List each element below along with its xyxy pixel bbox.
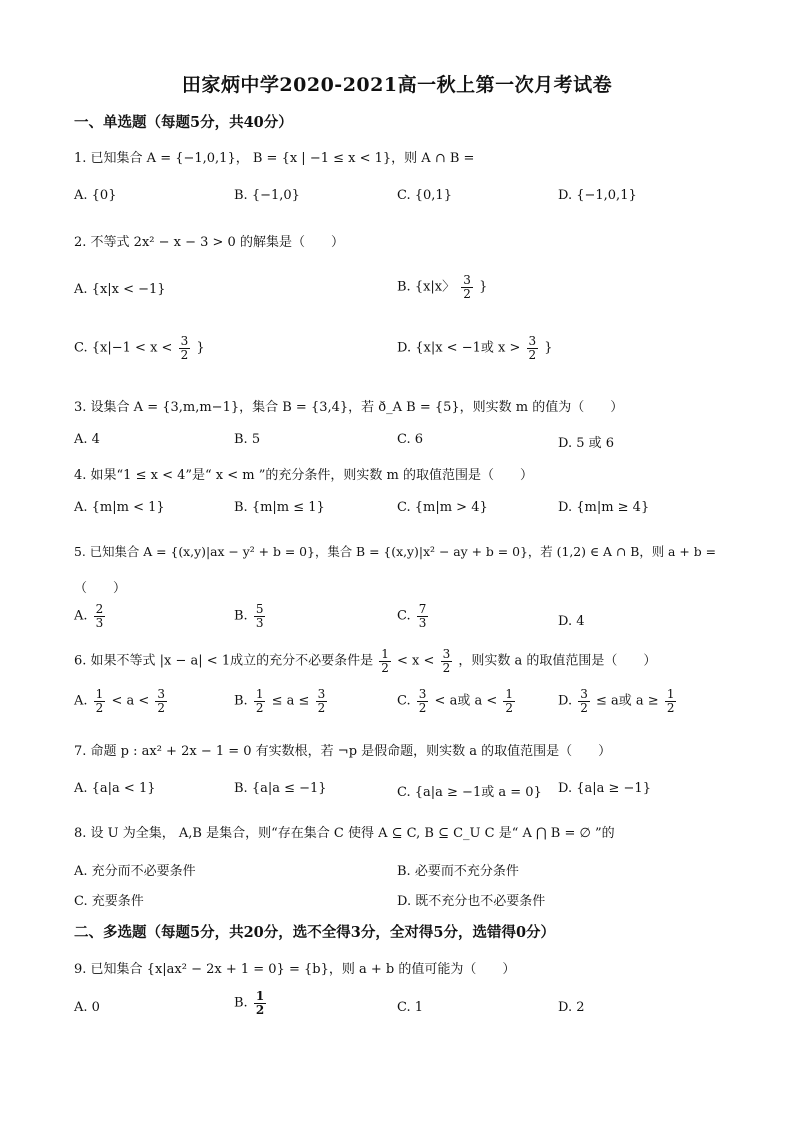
question-9-option-b: B. $\frac{1}{2}$ — [234, 989, 265, 1017]
question-2-stem: 2. 不等式 2x² − x − 3 > 0 的解集是（ ） — [74, 235, 344, 250]
option-text: {x|x〉 — [414, 279, 456, 295]
fraction: $\frac{1}{2}$ — [95, 687, 104, 715]
option-label: B. — [397, 279, 411, 295]
question-1-option-c: C. {0,1} — [397, 188, 452, 203]
option-label: C. — [74, 340, 88, 356]
question-5-option-d: D. 4 — [558, 614, 585, 629]
question-3-option-b: B. 5 — [234, 432, 261, 447]
question-4-option-d: D. {m|m ≥ 4} — [558, 500, 650, 515]
question-5-answer-paren: （ ） — [74, 581, 127, 596]
fraction: $\frac{3}{2}$ — [157, 687, 166, 715]
question-8-option-a: A. 充分而不必要条件 — [74, 864, 196, 879]
question-7-option-c: C. {a|a ≥ −1或 a = 0} — [397, 785, 542, 800]
question-6-option-d: D. $\frac{3}{2}$ ≤ a或 a ≥ $\frac{1}{2}$ — [558, 687, 675, 715]
question-9-option-a: A. 0 — [74, 1000, 100, 1015]
question-5-option-c: C. $\frac{7}{3}$ — [397, 602, 427, 630]
section-multiple-choice: 二、多选题（每题5分，共20分，选不全得3分，全对得5分，选错得0分） — [74, 924, 556, 941]
question-2-option-d: D. {x|x < −1或 x > $\frac{3}{2}$ } — [397, 334, 553, 362]
exam-title: 田家炳中学2020-2021高一秋上第一次月考试卷 — [181, 74, 613, 96]
question-1-stem: 1. 已知集合 A = {−1,0,1}， B = {x | −1 ≤ x < 1}，则 A ∩ B = — [74, 151, 475, 166]
question-2-option-a — [74, 282, 166, 297]
fraction: $\frac{1}{2}$ — [505, 687, 514, 715]
question-8-option-c: C. 充要条件 — [74, 894, 144, 909]
option-text: {x|−1 < x < — [91, 340, 173, 356]
question-5-option-a: A. $\frac{2}{3}$ — [74, 602, 104, 630]
fraction: $\frac{7}{3}$ — [418, 602, 427, 630]
question-6-stem: 6. 如果不等式 |x − a| < 1成立的充分不必要条件是 $\frac{1}{2}$ < x < $\frac{3}{2}$ ，则实数 a 的取值范围是（ ） — [74, 647, 657, 675]
fraction: $\frac{3}{2}$ — [418, 687, 427, 715]
question-1-option-b: B. {−1,0} — [234, 188, 300, 203]
question-3-stem: 3. 设集合 A = {3,m,m−1}，集合 B = {3,4}，若 ð_A B = {5}，则实数 m 的值为（ ） — [74, 400, 624, 415]
question-9-stem: 9. 已知集合 {x|ax² − 2x + 1 = 0} = {b}，则 a + b 的值可能为（ ） — [74, 962, 516, 977]
fraction: $\frac{3}{2}$ — [442, 647, 451, 675]
question-2-option-c: C. {x|−1 < x < $\frac{3}{2}$ } — [74, 334, 205, 362]
question-6-option-a: A. $\frac{1}{2}$ < a < $\frac{3}{2}$ — [74, 687, 166, 715]
question-6-option-c: C. $\frac{3}{2}$ < a或 a < $\frac{1}{2}$ — [397, 687, 514, 715]
question-9-option-c: C. 1 — [397, 1000, 424, 1015]
fraction: $\frac{3}{2}$ — [463, 273, 471, 301]
question-8-option-b: B. 必要而不充分条件 — [397, 864, 519, 879]
question-1-option-a: A. {0} — [74, 188, 117, 203]
question-8-option-d: D. 既不充分也不必要条件 — [397, 894, 546, 909]
fraction: $\frac{1}{2}$ — [255, 989, 265, 1017]
question-3-option-a: A. 4 — [74, 432, 100, 447]
section-single-choice: 一、单选题（每题5分，共40分） — [74, 114, 293, 131]
question-9-option-d: D. 2 — [558, 1000, 585, 1015]
question-3-option-c: C. 6 — [397, 432, 424, 447]
fraction: $\frac{1}{2}$ — [255, 687, 264, 715]
question-2-option-b: B. {x|x〉 $\frac{3}{2}$ } — [397, 273, 488, 301]
question-7-option-d: D. {a|a ≥ −1} — [558, 781, 651, 796]
question-3-option-d: D. 5 或 6 — [558, 436, 615, 451]
fraction: $\frac{2}{3}$ — [95, 602, 104, 630]
option-text: {x|x < −1} — [91, 282, 166, 297]
option-label: D. — [397, 340, 412, 356]
question-7-stem: 7. 命题 p : ax² + 2x − 1 = 0 有实数根，若 ¬p 是假命题，则实数 a 的取值范围是（ ） — [74, 744, 612, 759]
option-label: A. — [74, 282, 88, 297]
option-text: {x|x < −1或 x > — [415, 340, 521, 356]
question-5-stem: 5. 已知集合 A = {(x,y)|ax − y² + b = 0}，集合 B = {(x,y)|x² − ay + b = 0}，若 (1,2) ∈ A ∩ B，则 a + b = — [74, 544, 716, 559]
fraction: $\frac{1}{2}$ — [381, 647, 389, 675]
question-8-stem: 8. 设 U 为全集， A,B 是集合，则“存在集合 C 使得 A ⊆ C, B ⊆ C_U C 是“ A ⋂ B = ∅ ”的 — [74, 826, 615, 841]
question-6-option-b: B. $\frac{1}{2}$ ≤ a ≤ $\frac{3}{2}$ — [234, 687, 326, 715]
question-7-option-b: B. {a|a ≤ −1} — [234, 781, 327, 796]
question-4-stem: 4. 如果“1 ≤ x < 4”是“ x < m ”的充分条件，则实数 m 的取值范围是（ ） — [74, 468, 533, 483]
question-7-option-a: A. {a|a < 1} — [74, 781, 156, 796]
fraction: $\frac{3}{2}$ — [317, 687, 326, 715]
question-4-option-a: A. {m|m < 1} — [74, 500, 165, 515]
fraction: $\frac{5}{3}$ — [255, 602, 264, 630]
fraction: $\frac{1}{2}$ — [666, 687, 675, 715]
fraction: $\frac{3}{2}$ — [180, 334, 189, 362]
question-4-option-b: B. {m|m ≤ 1} — [234, 500, 325, 515]
question-5-option-b: B. $\frac{5}{3}$ — [234, 602, 264, 630]
question-4-option-c: C. {m|m > 4} — [397, 500, 488, 515]
fraction: $\frac{3}{2}$ — [580, 687, 588, 715]
fraction: $\frac{3}{2}$ — [528, 334, 537, 362]
question-1-option-d: D. {−1,0,1} — [558, 188, 637, 203]
